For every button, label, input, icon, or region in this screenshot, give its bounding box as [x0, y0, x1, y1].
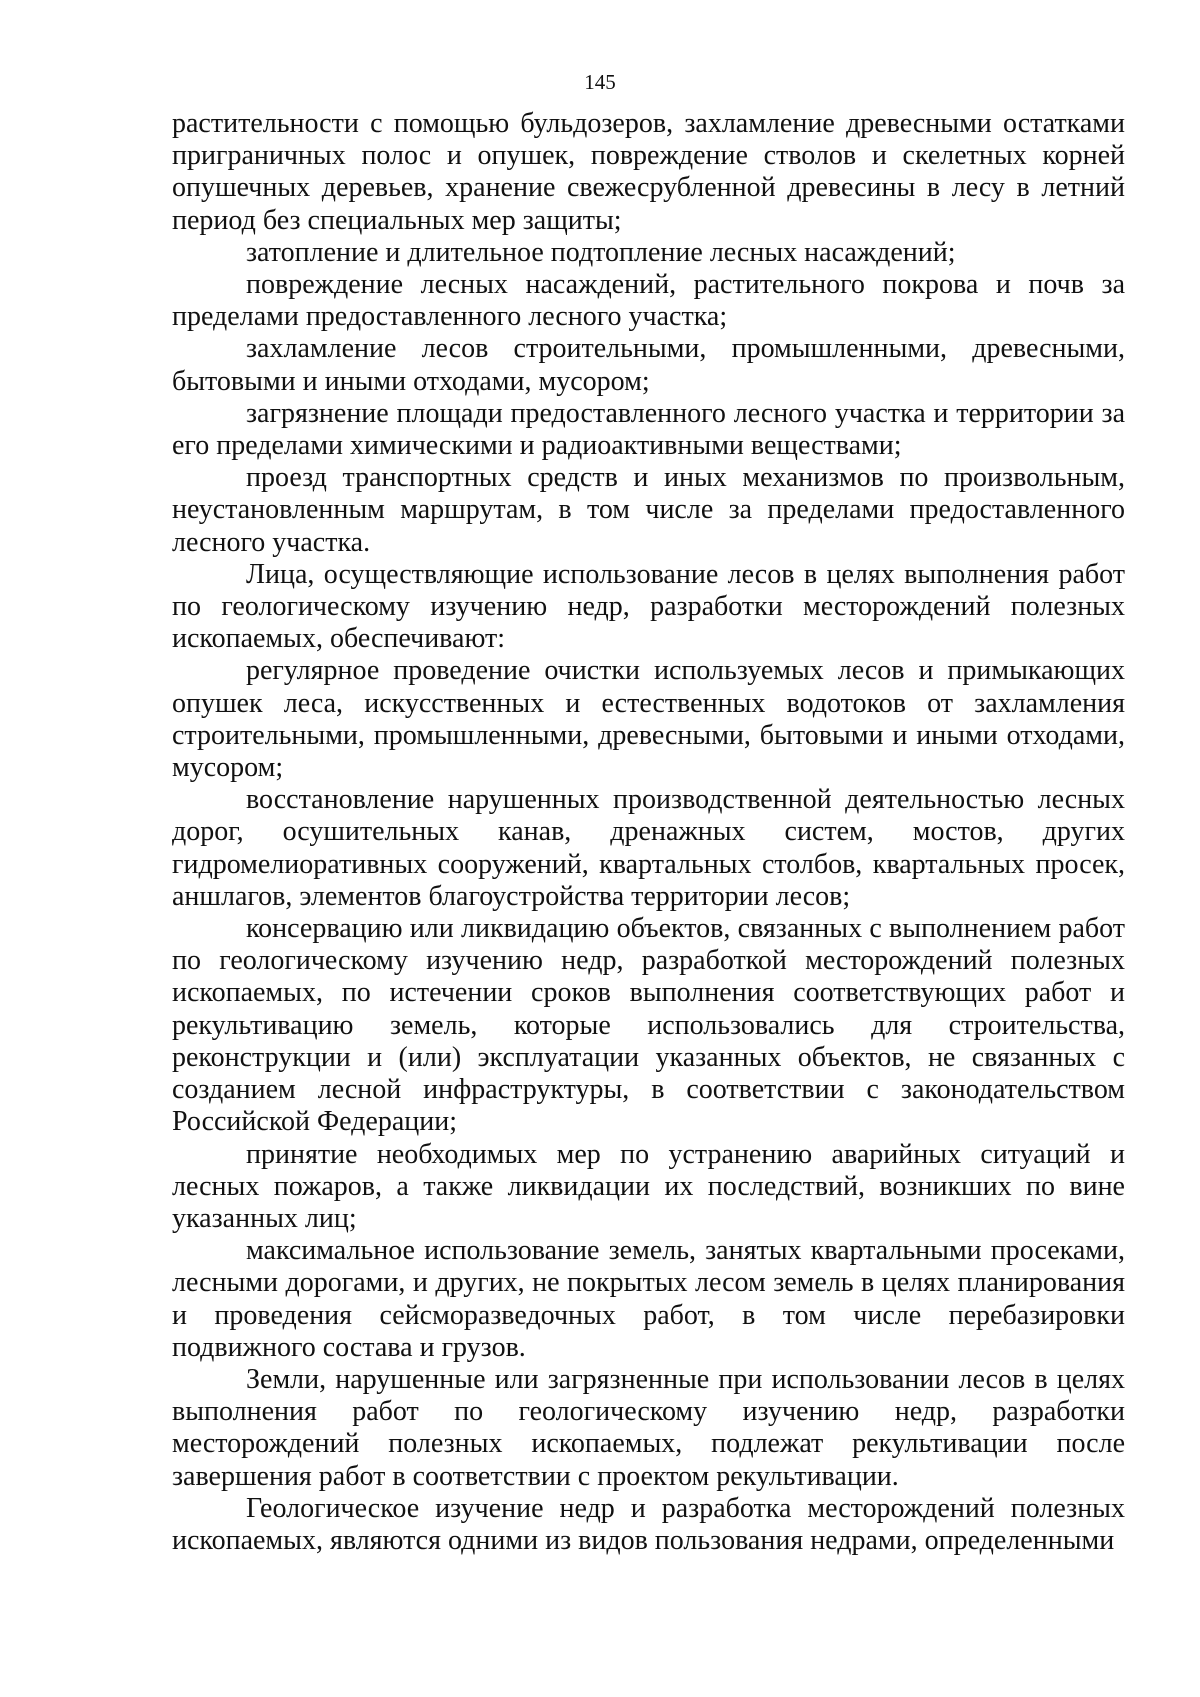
paragraph-continuation: растительности с помощью бульдозеров, захламление древесными остатками приграничных полос и опушек, повреждение стволов и скелетных корней опушечных деревьев, хранение свежесрубленной древесины в лесу в летний период без специальных мер защиты;	[172, 108, 1125, 236]
paragraph: затопление и длительное подтопление лесных насаждений;	[246, 236, 956, 268]
paragraph: принятие необходимых мер по устранению аварийных ситуаций и лесных пожаров, а также ликвидации их последствий, возникших по вине указанных лиц;	[172, 1138, 1125, 1234]
paragraph: проезд транспортных средств и иных механизмов по произвольным, неустановленным маршрутам, в том числе за пределами предоставленного лесного участка.	[172, 462, 1125, 558]
paragraph: загрязнение площади предоставленного лесного участка и территории за его пределами химическими и радиоактивными веществами;	[172, 397, 1125, 462]
paragraph: Лица, осуществляющие использование лесов в целях выполнения работ по геологическому изучению недр, разработки месторождений полезных ископаемых, обеспечивают:	[172, 558, 1125, 655]
document-body	[172, 108, 1125, 1557]
paragraph: регулярное проведение очистки используемых лесов и примыкающих опушек леса, искусственных и естественных водотоков от захламления строительными, промышленными, древесными, бытовыми и иными отходами, мусором;	[172, 655, 1125, 784]
paragraph: Земли, нарушенные или загрязненные при использовании лесов в целях выполнения работ по геологическому изучению недр, разработки месторождений полезных ископаемых, подлежат рекультивации после завершения работ в соответствии с проектом рекультивации.	[172, 1363, 1125, 1492]
paragraph: восстановление нарушенных производственной деятельностью лесных дорог, осушительных канав, дренажных систем, мостов, других гидромелиоративных сооружений, квартальных столбов, квартальных просек, аншлагов, элементов благоустройства территории лесов;	[172, 784, 1125, 912]
paragraph: повреждение лесных насаждений, растительного покрова и почв за пределами предоставленного лесного участка;	[172, 269, 1125, 333]
paragraph: максимальное использование земель, занятых квартальными просеками, лесными дорогами, и других, не покрытых лесом земель в целях планирования и проведения сейсморазведочных работ, в том числе перебазировки подвижного состава и грузов.	[172, 1235, 1125, 1363]
paragraph: Геологическое изучение недр и разработка месторождений полезных ископаемых, являются одними из видов пользования недрами, определенными	[172, 1492, 1125, 1556]
paragraph: захламление лесов строительными, промышленными, древесными, бытовыми и иными отходами, мусором;	[172, 333, 1125, 397]
paragraph: консервацию или ликвидацию объектов, связанных с выполнением работ по геологическому изучению недр, разработкой месторождений полезных ископаемых, по истечении сроков выполнения соответствующих работ и рекультивацию земель, которые использовались для строительства, реконструкции и (или) эксплуатации указанных объектов, не связанных с созданием лесной инфраструктуры, в соответствии с законодательством Российской Федерации;	[172, 913, 1125, 1138]
page-number: 145	[584, 70, 616, 94]
